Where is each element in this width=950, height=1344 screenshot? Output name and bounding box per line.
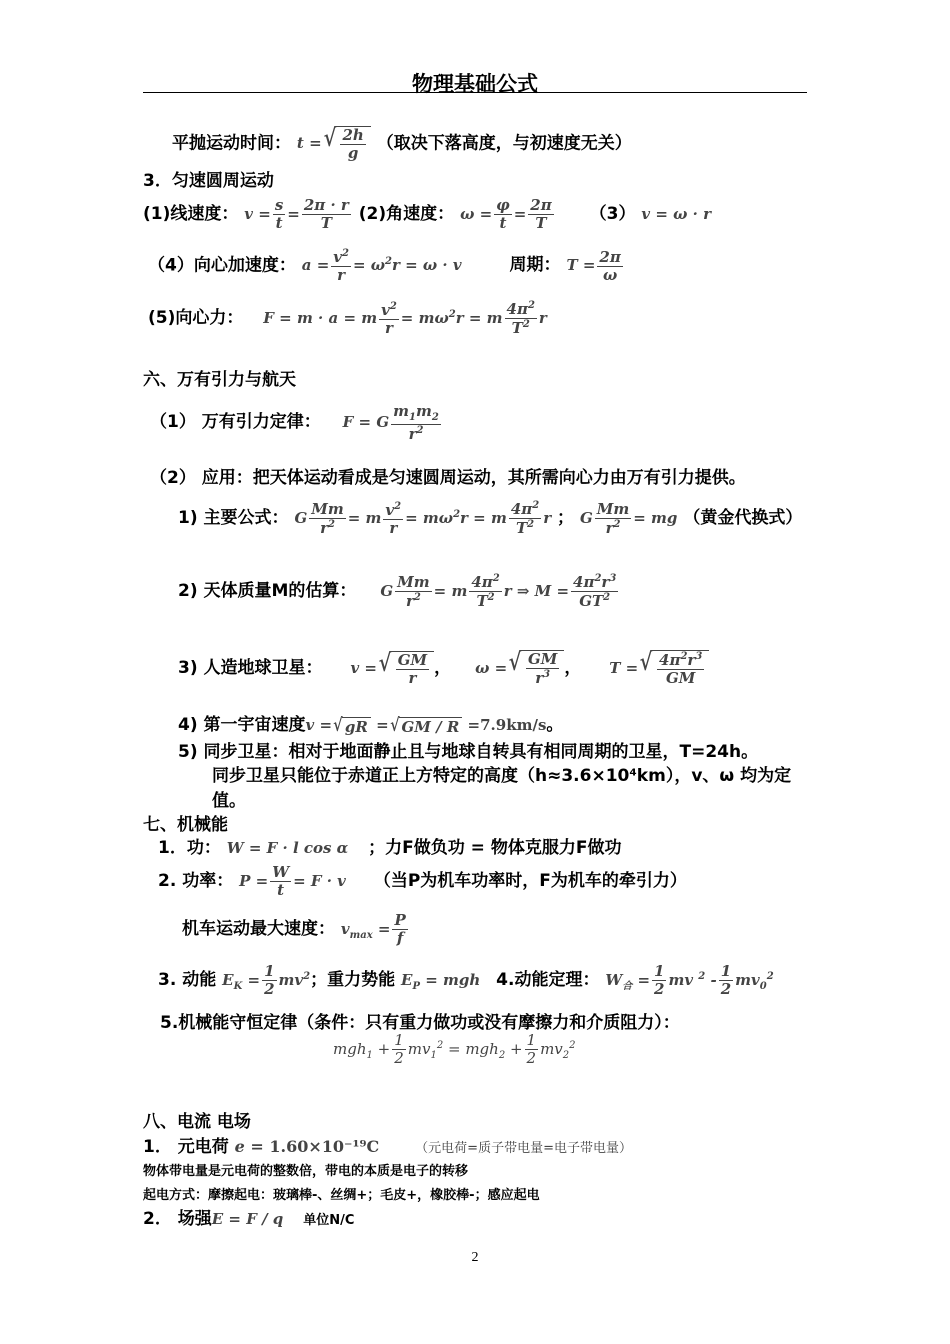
linear-velocity-label: (1)线速度： — [143, 203, 239, 224]
main-formula-semicolon: ； — [557, 507, 575, 528]
electric-heading: 八、电流 电场 — [143, 1112, 251, 1132]
vmax-label: 机车运动最大速度： — [182, 918, 335, 939]
work-note: ；力F做负功 = 物体克服力F做功 — [368, 838, 622, 858]
power-note: （当P为机车功率时，F为机车的牵引力） — [373, 870, 687, 891]
period-label: 周期： — [509, 255, 561, 276]
gravity-application: （2） 应用：把天体运动看成是匀速圆周运动，其所需向心力由万有引力提供。 — [150, 468, 746, 488]
mass-estimate-line — [178, 573, 620, 611]
satellite-label: 3) 人造地球卫星： — [178, 657, 323, 678]
cosmic-velocity-value: 7.9km/s — [480, 716, 547, 734]
vmax-formula: $v_{max}$ = $\frac{P}{f}$ — [340, 911, 406, 948]
circular-line-2 — [148, 248, 625, 285]
v-omega-r-formula: v = ω · r — [641, 204, 711, 223]
centripetal-force-label: (5)向心力： — [148, 307, 244, 328]
satellite-line: 3) 人造地球卫星： v = √ $\frac{GM}{r}$ ， ω = √ $\frac{GM}{r^3}$ ， T = √ $\frac{4\pi^2r^3}{GM}$ — [178, 650, 709, 688]
work-label: 1．功： — [158, 838, 221, 858]
sync-line-3: 值。 — [212, 791, 246, 811]
charge-note-line-2: 起电方式：摩擦起电：玻璃棒-、丝绸+；毛皮+，橡胶棒-；感应起电 — [143, 1188, 540, 1203]
pingpao-note: （取决下落高度，与初速度无关） — [376, 133, 632, 154]
conservation-label: 5.机械能守恒定律（条件：只有重力做功或没有摩擦力和介质阻力）： — [160, 1013, 680, 1033]
circular-line-3 — [148, 300, 547, 338]
field-strength-line — [143, 1204, 354, 1229]
centripetal-acc-formula: a = $\frac{v^2}{r}$ = $\omega^2r = \omega \cdot v$ — [301, 248, 462, 285]
power-label: 2. 功率： — [158, 870, 234, 891]
angular-velocity-formula: ω = $\frac{\varphi}{t}$ = $\frac{2\pi}{T}$ — [460, 196, 552, 233]
charge-note-line-1: 物体带电量是元电荷的整数倍，带电的本质是电子的转移 — [143, 1164, 469, 1179]
mass-estimate-label: 2) 天体质量M的估算： — [178, 580, 357, 601]
work-formula: W = F · l cos α — [226, 839, 349, 857]
mass-estimate-formula: G $\frac{Mm}{r^2}$ = m $\frac{4\pi^2}{T^2}$ r ⇒ M = $\frac{4\pi^2r^3}{GT^2}$ — [380, 572, 617, 611]
golden-label: （黄金代换式） — [683, 507, 803, 528]
centripetal-force-formula: F = m · a = m $\frac{v^2}{r}$ = $m\omega^2r = m$ $\frac{4\pi^2}{T^2}$ r — [263, 300, 547, 338]
elementary-charge-value: 1.60×10⁻¹⁹C — [269, 1137, 380, 1156]
pingpao-label: 平抛运动时间： — [172, 133, 291, 154]
field-strength-unit: 单位N/C — [303, 1213, 355, 1228]
page-title: 物理基础公式 — [412, 72, 538, 96]
cosmic-velocity-formula: v = √ gR = √ GM / R =7.9km/s — [305, 714, 547, 736]
cosmic-velocity-end: 。 — [546, 715, 564, 735]
elementary-charge-formula: e = 1.60×10⁻¹⁹C — [234, 1137, 380, 1156]
potential-energy-formula: $E_P$ = mgh — [401, 970, 481, 992]
circular-heading: 3．匀速圆周运动 — [143, 171, 274, 191]
energy-line — [158, 963, 774, 999]
satellite-omega-formula: ω = √ $\frac{GM}{r^3}$ — [475, 659, 564, 677]
field-strength-formula: E = F / q — [211, 1210, 284, 1228]
elementary-charge-label: 1． 元电荷 — [143, 1137, 229, 1157]
theorem-label: 4.动能定理： — [496, 969, 600, 990]
power-line — [158, 864, 687, 900]
satellite-t-formula: T = √ $\frac{4\pi^2r^3}{GM}$ — [609, 659, 709, 677]
main-formula-label: 1) 主要公式： — [178, 507, 289, 528]
mechanical-heading: 七、机械能 — [143, 815, 228, 835]
header-rule — [143, 92, 807, 93]
kinetic-energy-label: 3. 动能 — [158, 969, 217, 990]
elementary-charge-line — [143, 1132, 632, 1157]
circular-line-1 — [143, 197, 711, 233]
main-formula: G $\frac{Mm}{r^2}$ = m $\frac{v^2}{r}$ = $m\omega^2r = m$ $\frac{4\pi^2}{T^2}$ r — [294, 499, 552, 538]
centripetal-acc-label: （4）向心加速度： — [148, 255, 296, 276]
elementary-charge-note: （元电荷=质子带电量=电子带电量） — [415, 1141, 632, 1156]
work-line — [158, 833, 621, 858]
gravity-law-formula: F = G $\frac{m_1m_2}{r^2}$ — [342, 402, 439, 443]
main-formula-line — [178, 500, 802, 538]
page-number: 2 — [471, 1250, 479, 1265]
sync-line-1: 5) 同步卫星：相对于地面静止且与地球自转具有相同周期的卫星，T=24h。 — [178, 742, 759, 762]
kinetic-energy-formula: $E_K$ = $\frac{1}{2}$ $mv^2$ — [222, 962, 311, 999]
golden-formula: G $\frac{Mm}{r^2}$ = mg — [579, 499, 678, 537]
vmax-line — [182, 912, 410, 948]
pingpao-formula: t = √ $\frac{2h}{g}$ — [297, 134, 371, 152]
period-formula: T = $\frac{2\pi}{\omega}$ — [566, 247, 621, 284]
gravity-heading: 六、万有引力与航天 — [143, 370, 296, 390]
satellite-v-formula: v = √ $\frac{GM}{r}$ — [350, 659, 434, 677]
item3-label: （3） — [589, 203, 636, 224]
angular-velocity-label: (2)角速度： — [358, 203, 455, 224]
sync-line-2: 同步卫星只能位于赤道正上方特定的高度（h≈3.6×10⁴km），v、ω 均为定 — [212, 766, 792, 786]
gravity-law-line — [150, 403, 443, 443]
field-strength-label: 2． 场强 — [143, 1209, 212, 1229]
conservation-formula: mgh$_1$ + $\frac{1}{2}$ $mv_1^2 = mgh_2$ + $\frac{1}{2}$ $mv_2^2$ — [333, 1031, 576, 1068]
cosmic-velocity-line — [178, 710, 563, 736]
cosmic-velocity-label: 4) 第一宇宙速度 — [178, 715, 306, 735]
linear-velocity-formula: v = $\frac{s}{t}$ = $\frac{2\pi \cdot r}{T}$ — [244, 196, 349, 233]
pingpao-line — [172, 123, 632, 163]
theorem-formula: $W_合$ = $\frac{1}{2}$ mv $^2$ - $\frac{1}{2}$ $mv_0^2$ — [605, 962, 774, 999]
potential-energy-label: ；重力势能 — [310, 969, 396, 990]
gravity-law-label: （1） 万有引力定律： — [150, 411, 321, 432]
power-formula: P = $\frac{W}{t}$ = F · v — [239, 863, 346, 900]
